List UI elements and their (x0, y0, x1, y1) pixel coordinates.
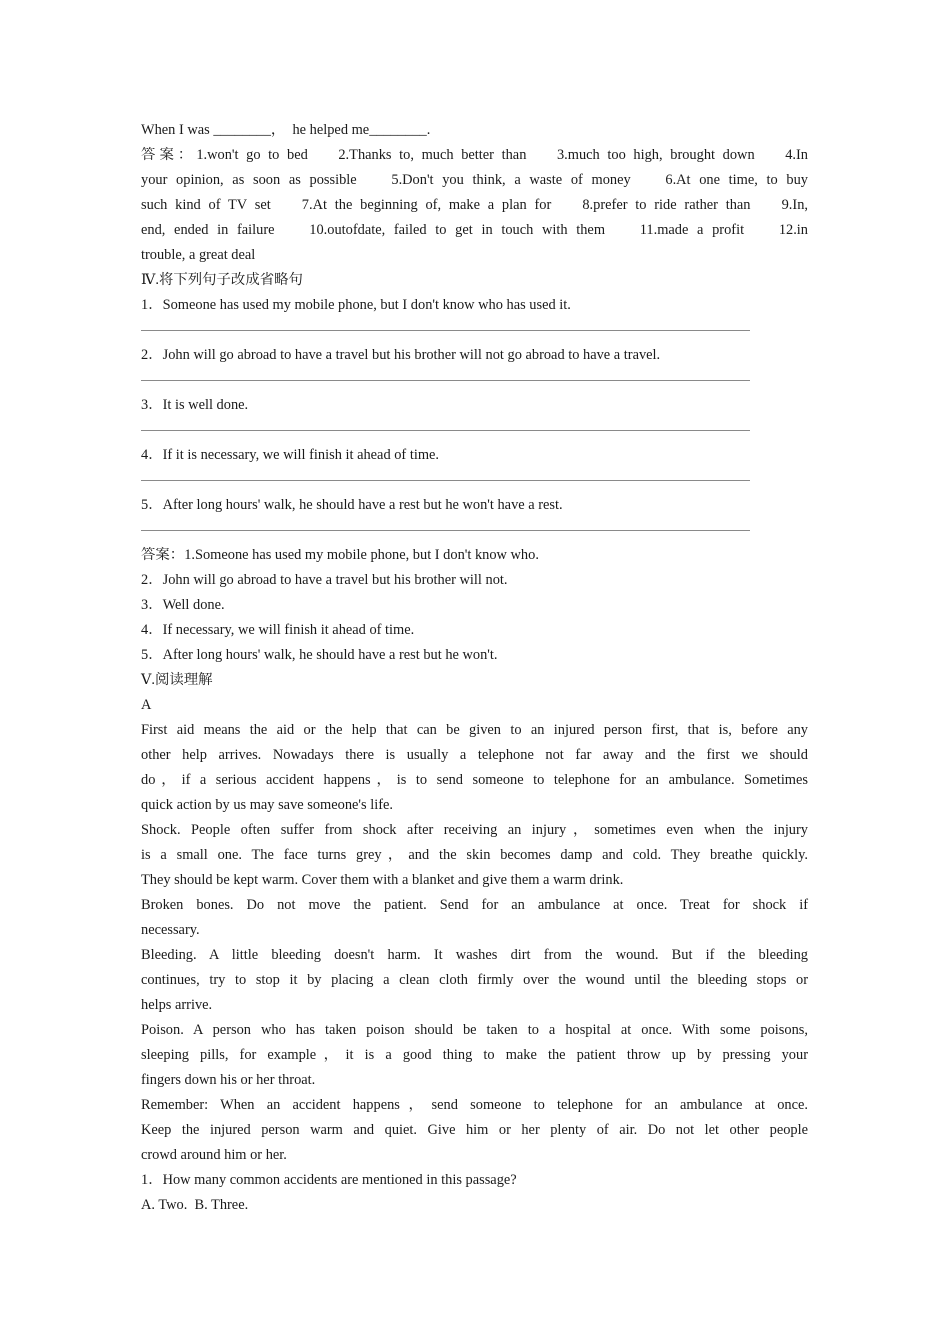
passage-line: First aid means the aid or the help that can be given to an injured person first, that is, before any (141, 722, 808, 738)
exercise-item (141, 493, 808, 518)
item-number: 1． (141, 297, 163, 313)
passage-line: They should be kept warm. Cover them with a blanket and give them a warm drink. (141, 872, 624, 888)
item-text: After long hours' walk, he should have a rest but he won't. (162, 647, 498, 663)
comprehension-question (141, 1168, 808, 1218)
passage-paragraph (141, 943, 808, 1018)
item-number: 3． (141, 397, 163, 413)
answer-blank-row[interactable] (141, 368, 808, 393)
item-number: 5． (141, 497, 163, 513)
exercise-item (141, 393, 808, 418)
passage-line: crowd around him or her. (141, 1147, 287, 1163)
passage-label: A (141, 697, 152, 713)
answer-blank-rule[interactable] (141, 380, 750, 381)
page-content (141, 118, 808, 1218)
answer-blank-row[interactable] (141, 518, 808, 543)
item-text: John will go abroad to have a travel but his brother will not go abroad to have a travel. (162, 347, 661, 363)
passage-line: Shock. People often suffer from shock after receiving an injury，sometimes even when the injury (141, 822, 808, 838)
answer-blank-rule[interactable] (141, 530, 750, 531)
passage-line: quick action by us may save someone's life. (141, 797, 393, 813)
answer-item (141, 593, 808, 618)
answer-item (141, 568, 808, 593)
answers-section-3-line: 答案：1.won't go to bed 2.Thanks to, much better than 3.much too high, brought down 4.In (141, 147, 808, 163)
passage-line: Bleeding. A little bleeding doesn't harm. It washes dirt from the wound. But if the bleeding (141, 947, 808, 963)
item-text: John will go abroad to have a travel but his brother will not. (162, 572, 508, 588)
answer-item (141, 643, 808, 668)
exercise-item (141, 293, 808, 318)
question-line (141, 1168, 808, 1193)
passage-line: Poison. A person who has taken poison should be taken to a hospital at once. With some poisons, (141, 1022, 808, 1038)
item-text: If necessary, we will finish it ahead of time. (162, 622, 415, 638)
answer-blank-rule[interactable] (141, 480, 750, 481)
section-iv-heading: Ⅳ.将下列句子改成省略句 (141, 272, 303, 288)
answers-section-3-line: trouble, a great deal (141, 247, 256, 263)
answers-section-3-line: such kind of TV set 7.At the beginning of, make a plan for 8.prefer to ride rather than 9.In, (141, 197, 808, 213)
item-text: It is well done. (162, 397, 249, 413)
passage-line: necessary. (141, 922, 200, 938)
answers-first-text: 1.Someone has used my mobile phone, but I don't know who. (184, 547, 539, 563)
item-number: 4． (141, 447, 163, 463)
question-number: 1． (141, 1172, 163, 1188)
item-text: After long hours' walk, he should have a rest but he won't have a rest. (162, 497, 563, 513)
item-number: 3． (141, 597, 163, 613)
passage-paragraph (141, 718, 808, 818)
section-iv-answers (141, 543, 808, 668)
exercise-item (141, 343, 808, 368)
question-text: How many common accidents are mentioned in this passage? (162, 1172, 517, 1188)
passage-line: Keep the injured person warm and quiet. Give him or her plenty of air. Do not let other people (141, 1122, 808, 1138)
answer-blank-rule[interactable] (141, 330, 750, 331)
passage-line: helps arrive. (141, 997, 213, 1013)
passage-line: Broken bones. Do not move the patient. Send for an ambulance at once. Treat for shock if (141, 897, 808, 913)
item-text: Someone has used my mobile phone, but I don't know who has used it. (162, 297, 571, 313)
answer-blank-row[interactable] (141, 318, 808, 343)
question-options[interactable]: A. Two. B. Three. (141, 1197, 249, 1213)
item-number: 4． (141, 622, 163, 638)
passage-line: other help arrives. Nowadays there is usually a telephone not far away and the first we should (141, 747, 808, 763)
passage-paragraph (141, 818, 808, 893)
answers-section-3-line: your opinion, as soon as possible 5.Don't you think, a waste of money 6.At one time, to buy (141, 172, 808, 188)
passage-line: continues, try to stop it by placing a clean cloth firmly over the wound until the bleeding stops or (141, 972, 808, 988)
answer-blank-row[interactable] (141, 418, 808, 443)
passage-line: fingers down his or her throat. (141, 1072, 316, 1088)
section-iv-items (141, 293, 808, 543)
passage-paragraph (141, 893, 808, 943)
answers-label: 答案： (141, 547, 185, 563)
item-number: 2． (141, 572, 163, 588)
item-text: Well done. (162, 597, 225, 613)
item-number: 5． (141, 647, 163, 663)
answer-blank-rule[interactable] (141, 430, 750, 431)
passage-paragraph (141, 1093, 808, 1168)
item-number: 2． (141, 347, 163, 363)
answers-section-3-line: end, ended in failure 10.outofdate, failed to get in touch with them 11.made a profit 12.in (141, 222, 808, 238)
passage-line: sleeping pills, for example，it is a good thing to make the patient throw up by pressing your (141, 1047, 808, 1063)
prompt-line: When I was ________， he helped me________. (141, 122, 431, 138)
answer-item (141, 618, 808, 643)
exercise-item (141, 443, 808, 468)
item-text: If it is necessary, we will finish it ahead of time. (162, 447, 440, 463)
passage-line: do，if a serious accident happens，is to send someone to telephone for an ambulance. Sometimes (141, 772, 808, 788)
passage-line: Remember: When an accident happens，send someone to telephone for an ambulance at once. (141, 1097, 808, 1113)
answer-blank-row[interactable] (141, 468, 808, 493)
answers-first-line (141, 543, 808, 568)
answers-section-3 (141, 143, 808, 268)
section-v-heading: Ⅴ.阅读理解 (141, 672, 213, 688)
passage-paragraph (141, 1018, 808, 1093)
passage-line: is a small one. The face turns grey，and the skin becomes damp and cold. They breathe quickly. (141, 847, 808, 863)
